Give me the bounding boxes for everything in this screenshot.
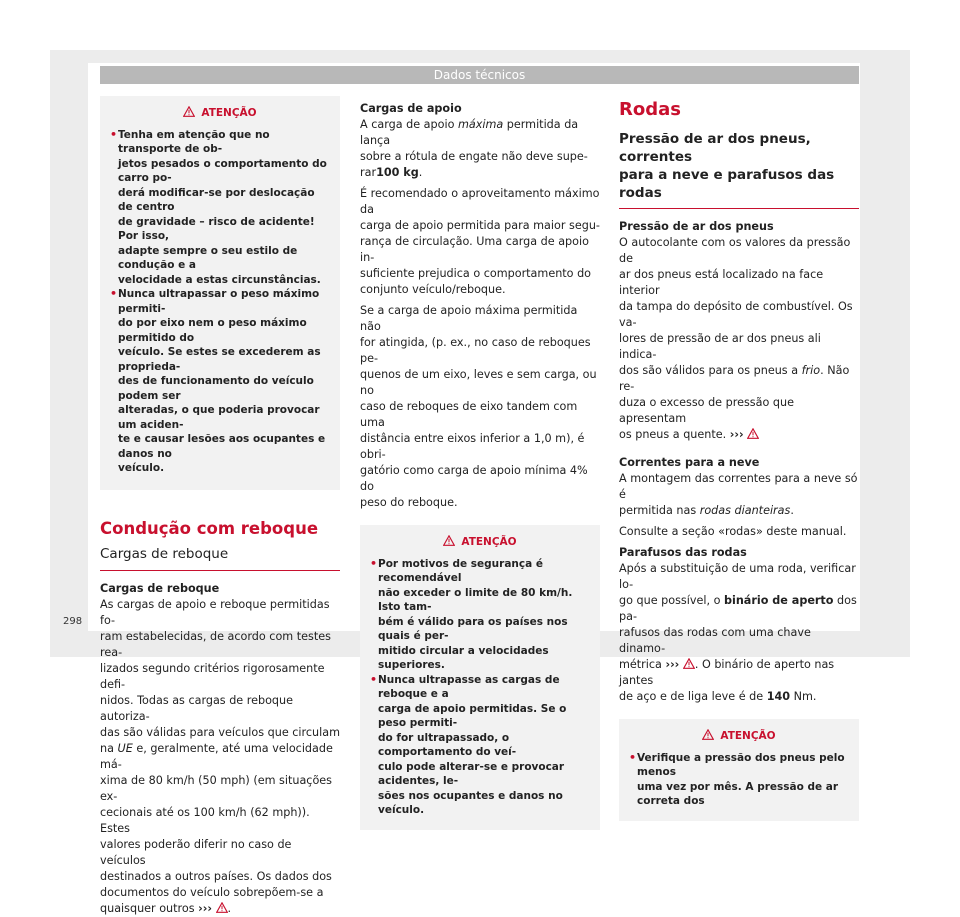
reference-arrows: ››› (665, 658, 680, 671)
page-number: 298 (63, 616, 83, 627)
warning-icon (683, 658, 695, 669)
warning-icon (702, 729, 714, 740)
column-2 (360, 101, 600, 830)
paragraph: A montagem das correntes para a neve só é permitida nas rodas dianteiras. (619, 472, 858, 517)
warning-title: ATENÇÃO (629, 729, 849, 744)
warning-icon (747, 428, 759, 439)
column-1 (100, 96, 340, 917)
paragraph-heading: Parafusos das rodas (619, 546, 747, 559)
paragraph-heading: Correntes para a neve (619, 456, 760, 469)
section-title: Condução com reboque (100, 518, 319, 538)
paragraph: Consulte a seção «rodas» deste manual. (619, 525, 847, 538)
warning-box (360, 525, 600, 830)
divider (619, 208, 859, 209)
warning-box (100, 96, 340, 490)
section-subtitle: Pressão de ar dos pneus, correntes para a neve e parafusos das rodas (619, 131, 835, 201)
warning-icon (183, 106, 195, 117)
divider (100, 570, 340, 571)
warning-bullet: • Por motivos de segurança é recomendável não exceder o limite de 80 km/h. Isto tam- bém é válido para os países nos quais é per- mitido circular a velocidades superiores. (370, 557, 590, 673)
warning-icon (216, 902, 228, 913)
warning-title: ATENÇÃO (370, 535, 590, 550)
section-title: Rodas (619, 99, 681, 120)
paragraph: As cargas de apoio e reboque permitidas fo- ram estabelecidas, de acordo com testes rea- lizados segundo critérios rigorosamente defi- nidos. Todas as cargas de reboque autoriza- das são válidas para veículos que circulam na UE e, geralmente, até uma velocidade má- xima de 80 km/h (50 mph) (em situações ex- cecionais até os 100 km/h (62 mph)). Estes valores poderão diferir no caso de veículos destinados a outros países. Os dados dos documentos do veículo sobrepõem-se a quaisquer outros ››› . (100, 597, 340, 915)
paragraph-heading: Pressão de ar dos pneus (619, 220, 774, 233)
paragraph-heading: Cargas de reboque (100, 581, 220, 595)
header-title: Dados técnicos (100, 66, 859, 84)
warning-title: ATENÇÃO (110, 106, 330, 121)
warning-bullet: • Nunca ultrapasse as cargas de reboque e a carga de apoio permitidas. Se o peso permiti- do for ultrapassado, o comportamento do veí- culo pode alterar-se e provocar acidentes, le- sões nos ocupantes e danos no veículo. (370, 673, 590, 818)
column-3 (619, 98, 859, 821)
warning-icon (443, 535, 455, 546)
reference-arrows: ››› (729, 428, 744, 441)
paragraph: É recomendado o aproveitamento máximo da carga de apoio permitida para maior segu- rança de circulação. Uma carga de apoio in- suficiente prejudica o comportamento do conjunto veículo/reboque. (360, 187, 600, 296)
paragraph: Após a substituição de uma roda, verificar lo- go que possível, o binário de aperto dos pa- rafusos das rodas com uma chave dinamo- métrica ››› . O binário de aperto nas jantes de aço e de liga leve é de 140 Nm. (619, 562, 857, 703)
warning-bullet: • Verifique a pressão dos pneus pelo menos uma vez por mês. A pressão de ar correta dos (629, 751, 849, 809)
paragraph: O autocolante com os valores da pressão de ar dos pneus está localizado na face interior da tampa do depósito de combustível. Os va- lores de pressão de ar dos pneus ali indica- dos são válidos para os pneus a frio. Não re- duza o excesso de pressão que apresentam os pneus a quente. ››› (619, 236, 853, 441)
paragraph-heading: Cargas de apoio (360, 102, 462, 115)
paragraph: Se a carga de apoio máxima permitida não for atingida, (p. ex., no caso de reboques pe- quenos de um eixo, leves e sem carga, ou no caso de reboques de eixo tandem com uma distância entre eixos inferior a 1,0 m), é obri- gatório como carga de apoio mínima 4% do peso do reboque. (360, 304, 597, 509)
warning-bullet: • Tenha em atenção que no transporte de ob- jetos pesados o comportamento do carro po- derá modificar-se por deslocação de centro de gravidade – risco de acidente! Por isso, adapte sempre o seu estilo de condução e a velocidade a estas circunstâncias. (110, 128, 330, 288)
section-subtitle: Cargas de reboque (100, 545, 229, 562)
warning-bullet: • Nunca ultrapassar o peso máximo permiti- do por eixo nem o peso máximo permitido do veículo. Se estes se excederem as proprieda- des de funcionamento do veículo podem ser alteradas, o que poderia provocar um aciden- te e causar lesões aos ocupantes e danos no veículo. (110, 287, 330, 476)
paragraph: A carga de apoio máxima permitida da lança sobre a rótula de engate não deve supe- rar100 kg. (360, 118, 588, 179)
warning-box (619, 719, 859, 821)
reference-arrows: ››› (198, 901, 212, 915)
